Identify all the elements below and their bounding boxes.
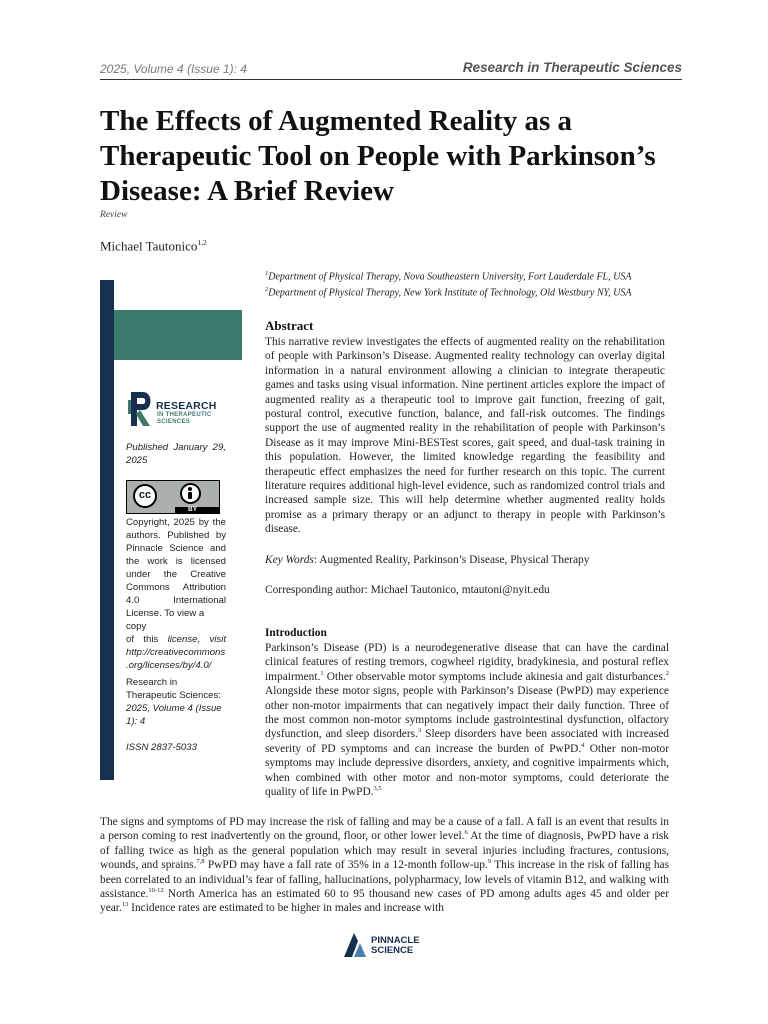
intro-p2-text: The signs and symptoms of PD may increase the risk of falling and may be a cause of a fall. A fall is an event that results in a person coming to rest inadvertently on the ground, floor, or other lower level. [100,816,669,843]
intro-p2-text: Incidence rates are estimated to be higher in males and increase with [128,902,444,915]
issn: ISSN 2837-5033 [126,742,197,753]
attribution-person-icon [180,483,201,504]
article-type: Review [100,210,128,220]
abstract-text: This narrative review investigates the effects of augmented reality on the rehabilitation of people with Parkinson’s Disease. Augmented reality technology can overlay digital information in a natural environment allowing a clinician to integrate therapeutic games and tasks using visual information. Nine pertinent articles explore the impact of augmented reality as a therapeutic tool to improve gait function, freezing of gait, postural control, executive function, balance, and fall-risk outcomes. The findings support the use of augmented reality in the rehabilitation of people with Parkinson’s Disease as it may improve Mini-BESTest scores, gait speed, and dual-task training in this population. However, the limited knowledge regarding the feasibility and therapeutic effect emphasizes the need for further research on this topic. The current literature requires additional high-level evidence, such as randomized control trials and increased sample size. This will help determine whether augmented reality holds promise as a primary therapy or an adjunct to therapy in people with Parkinson’s disease. [265,336,665,536]
author-name: Michael Tautonico [100,238,198,254]
article-title: The Effects of Augmented Reality as a Therapeutic Tool on People with Parkinson’s Disease: A Brief Review [100,105,656,207]
corresponding-author: Corresponding author: Michael Tautonico, mtautoni@nyit.edu [265,584,550,596]
keywords: Key Words: Augmented Reality, Parkinson’s Disease, Physical Therapy [265,554,590,566]
citation-superscript: 10-12 [148,887,164,895]
sidebar-green-block [114,310,242,360]
license-text: Copyright, 2025 by the authors. Published by Pinnacle Science and the work is licensed under the Creative Commons Attribution 4.0 International License. To view a copy of this license, visit http://creativecommons .org/licenses/by/4.0/ [126,517,226,671]
citation-superscript: 7,8 [196,858,205,866]
citation-superscript: 3,5 [373,785,382,793]
intro-p1-text: Parkinson’s Disease (PD) is a neurodegenerative disease that can have the cardinal clinical features of resting tremors, cogwheel rigidity, bradykinesia, and postural reflex impairment. [265,642,669,683]
introduction-paragraph-1 [265,641,669,799]
pinnacle-science-logo [342,929,432,959]
citation-superscript: 13 [121,901,129,909]
affiliation-1: $^1$Department of Physical Therapy, Nova Southeastern University, Fort Lauderdale FL, USA [265,270,632,283]
logo-text-therapeutic: IN THERAPEUTIC SCIENCES [157,412,212,425]
citation-superscript: 1 [320,670,324,678]
footer-pinnacle-text: PINNACLE [371,935,420,946]
intro-p1-text: Sleep disorders have been associated with increased severity of PD symptoms and can increase the burden of PwPD. [265,728,669,755]
intro-p1-text: Other observable motor symptoms include akinesia and gait disturbances. [323,670,666,683]
intro-p2-text: This increase in the risk of falling has been correlated to an individual’s fear of falling, hallucinations, polypharmacy, low levels of vitamin B12, and walking with assistance. [100,859,670,901]
sidebar-navy-bar [100,280,114,780]
intro-p2-text: PwPD may have a fall rate of 35% in a 12-month follow-up. [204,859,488,872]
abstract-heading: Abstract [265,318,314,333]
intro-p2-text: North America has an estimated 60 to 95 thousand new cases of PD among adults ages 45 and older per year. [100,888,669,915]
creative-commons-icon: cc [133,484,157,508]
citation-superscript: 6 [464,829,468,837]
published-date: Published January 29, 2025 [126,442,226,466]
running-header-citation: 2025, Volume 4 (Issue 1): 4 [100,62,247,76]
author-line [100,238,207,254]
affiliation-2: $^2$Department of Physical Therapy, New York Institute of Technology, Old Westbury NY, USA [265,286,632,299]
citation-superscript: 3 [417,727,422,735]
intro-p1-text: Alongside these motor signs, people with Parkinson’s Disease (PwPD) may experience other non-motor impairments that can negatively impact their daily function. Three of the most common non-motor symptoms include gastrointestinal dysfunction, olfactory dysfunction, and sleep disorders. [265,685,669,741]
intro-p2-text: At the time of diagnosis, PwPD have a risk of falling twice as high as the general population which may result in several injuries including fractures, contusions, wounds, and sprains. [100,830,670,872]
citation-superscript: 9 [487,858,492,866]
keywords-label: Key Words [265,554,314,566]
cc-by-label: BY [188,506,198,513]
logo-text-research: RESEARCH [156,400,217,412]
citation-superscript: 2 [665,670,669,678]
citation-superscript: 4 [581,742,585,750]
journal-r-logo-icon [128,388,156,428]
sidebar-citation: Research in Therapeutic Sciences: 2025, Volume 4 (Issue 1): 4 [126,677,222,727]
author-affiliation-marks: 1,2 [197,238,207,247]
header-divider [100,79,682,80]
footer-science-text: SCIENCE [371,945,414,956]
running-header-journal: Research in Therapeutic Sciences [462,60,682,75]
introduction-heading: Introduction [265,627,327,639]
cc-by-license-badge[interactable] [126,480,220,514]
pinnacle-mountain-icon [342,929,368,959]
license-url[interactable]: http://creativecommons [126,647,226,658]
introduction-paragraph-2 [100,815,669,916]
intro-p1-text: Other non-motor symptoms may include depressive disorders, anxiety, and cognitive impairments which, when combined with other motor and non-motor symptoms, could deteriorate the quality of life in PwPD. [265,742,669,799]
journal-logo [128,388,224,428]
